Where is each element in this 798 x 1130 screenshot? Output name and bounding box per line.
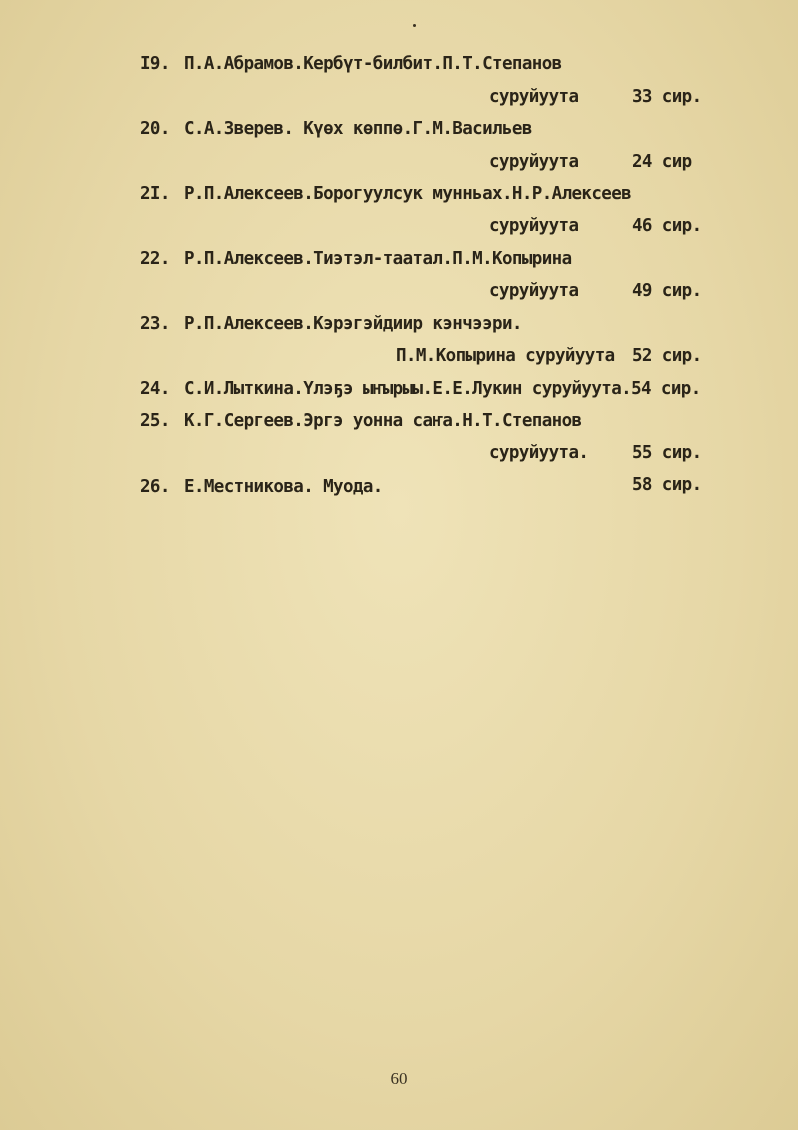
entry-number: 22. xyxy=(140,249,170,269)
entry-number: I9. xyxy=(140,54,170,74)
entry-number: 23. xyxy=(140,314,170,334)
page-number: 60 xyxy=(390,1069,408,1088)
entry-number: 2I. xyxy=(140,184,170,204)
entry-20-continuation: суруйуута xyxy=(489,152,579,172)
entry-19-continuation: суруйуута xyxy=(489,87,579,107)
entry-title: Р.П.Алексеев.Борогуулсук мунньах.Н.Р.Алексеев xyxy=(184,184,632,204)
entry-22-line xyxy=(140,249,572,269)
entry-23-continuation: П.М.Копырина суруйуута xyxy=(396,346,615,366)
entry-22-continuation: суруйуута xyxy=(489,281,579,301)
entry-22-page: 49 сир. xyxy=(632,281,702,301)
entry-25-line xyxy=(140,411,581,431)
entry-title: Р.П.Алексеев.Кэрэгэйдиир кэнчээри. xyxy=(184,314,522,334)
entry-21-continuation: суруйуута xyxy=(489,216,579,236)
entry-number: 25. xyxy=(140,411,170,431)
entry-25-continuation: суруйуута. xyxy=(489,443,589,463)
entry-20-line xyxy=(140,119,532,139)
entry-24-line xyxy=(140,379,701,399)
entry-title: С.И.Лыткина.Үлэҕэ ыҥырыы.Е.Е.Лукин суруйуута.54 сир. xyxy=(184,379,701,399)
speck-mark xyxy=(413,24,416,27)
entry-number: 20. xyxy=(140,119,170,139)
entry-21-line xyxy=(140,184,631,204)
entry-23-page: 52 сир. xyxy=(632,346,702,366)
entry-number: 24. xyxy=(140,379,170,399)
entry-title: С.А.Зверев. Күөх көппө.Г.М.Васильев xyxy=(184,119,532,139)
entry-title: Е.Местникова. Муода. xyxy=(184,477,383,497)
entry-26-line xyxy=(140,477,383,497)
entry-25-page: 55 сир. xyxy=(632,443,702,463)
entry-title: Р.П.Алексеев.Тиэтэл-таатал.П.М.Копырина xyxy=(184,249,572,269)
entry-title: П.А.Абрамов.Кербүт-билбит.П.Т.Степанов xyxy=(184,54,562,74)
entry-number: 26. xyxy=(140,477,170,497)
entry-19-page: 33 сир. xyxy=(632,87,702,107)
entry-19-line xyxy=(140,54,562,74)
entry-23-line xyxy=(140,314,522,334)
entry-26-page: 58 сир. xyxy=(632,475,702,495)
entry-title: К.Г.Сергеев.Эргэ уонна саҥа.Н.Т.Степанов xyxy=(184,411,582,431)
entry-21-page: 46 сир. xyxy=(632,216,702,236)
entry-20-page: 24 сир xyxy=(632,152,692,172)
